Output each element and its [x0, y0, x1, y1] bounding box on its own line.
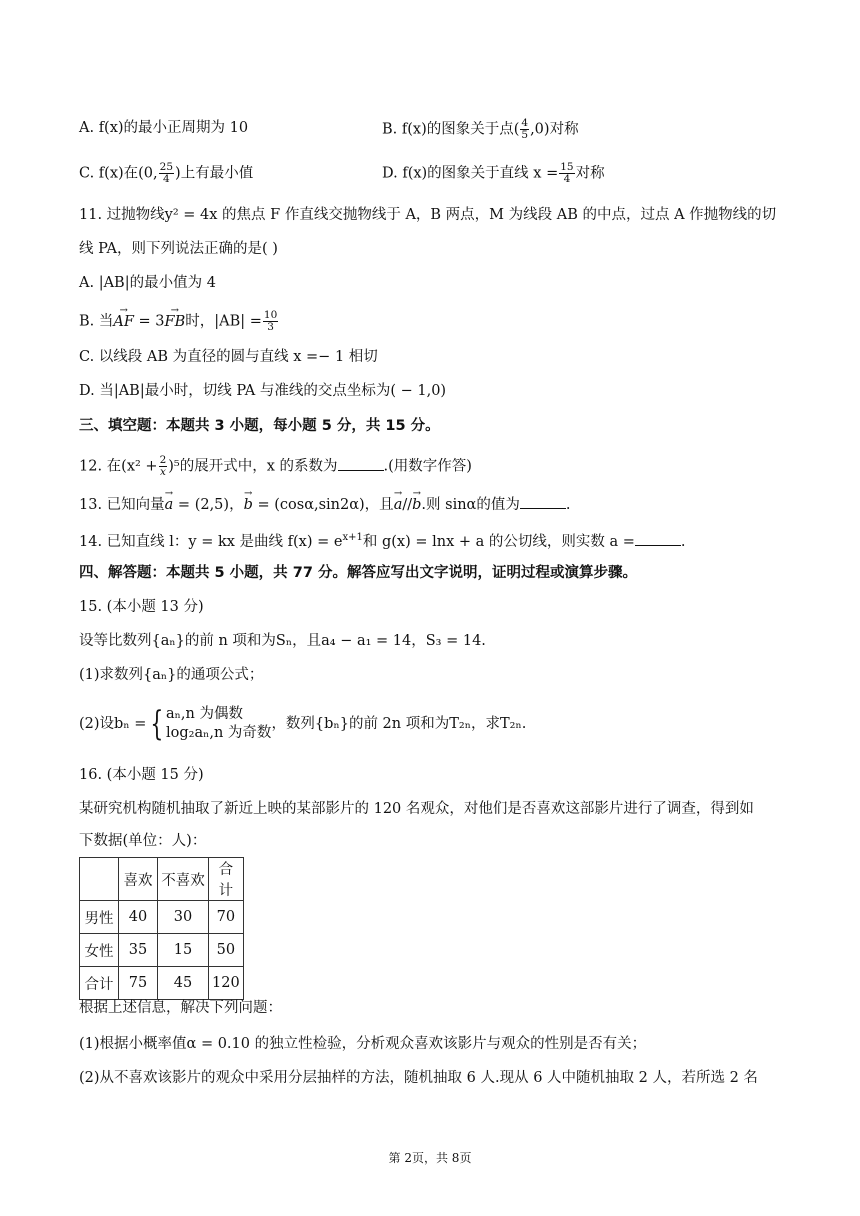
parallel-symbol: //	[402, 497, 413, 513]
q10-c-den: 4	[163, 173, 170, 185]
table-cell: 35	[119, 934, 158, 967]
q10-b-fraction	[520, 118, 529, 141]
answer-blank	[635, 533, 681, 546]
q11-b-suffix: 时，|AB| =	[185, 313, 262, 330]
table-cell: 男性	[80, 901, 119, 934]
piecewise-cases	[166, 705, 271, 743]
q10-c-num: 25	[159, 161, 174, 173]
left-brace-symbol: {	[150, 704, 164, 744]
q10-c-fraction	[159, 162, 174, 185]
q10-d-prefix: D. f(x)的图象关于直线 x =	[382, 165, 559, 182]
q16-title: 16. (本小题 15 分)	[79, 767, 204, 783]
q14-suffix: 和 g(x) = lnx + a 的公切线，则实数 a =	[362, 533, 635, 550]
q11-b-prefix: B. 当	[79, 313, 114, 330]
q12-den: x	[159, 466, 166, 478]
q12-fraction	[159, 455, 168, 478]
q11-option-d: D. 当|AB|最小时，切线 PA 与准线的交点坐标为( − 1,0)	[79, 383, 447, 399]
q10-d-den: 4	[563, 173, 571, 185]
q11-option-c: C. 以线段 AB 为直径的圆与直线 x =− 1 相切	[79, 349, 378, 365]
q12-suffix: )⁵的展开式中，x 的系数为	[168, 458, 338, 475]
table-cell: 合计	[80, 967, 119, 1000]
vector-a: → a	[394, 495, 403, 515]
q10-b-prefix: B. f(x)的图象关于点(	[382, 121, 520, 138]
q13-prefix: 13. 已知向量	[79, 497, 165, 513]
vector-a: → a	[165, 495, 174, 515]
q10-option-d	[382, 162, 605, 185]
answer-blank	[520, 496, 566, 509]
q11-b-mid: = 3	[133, 313, 165, 330]
q12-tail: .(用数字作答)	[383, 458, 472, 475]
table-cell: 45	[158, 967, 209, 1000]
q14-prefix: 14. 已知直线 l：y = kx 是曲线 f(x) = e	[79, 533, 343, 550]
q15-part2-suffix: ，数列{bₙ}的前 2n 项和为T₂ₙ，求T₂ₙ.	[271, 716, 527, 732]
q11-b-num: 10	[263, 309, 278, 321]
section-3-heading: 三、填空题：本题共 3 小题，每小题 5 分，共 15 分。	[79, 418, 440, 434]
q10-c-suffix: )上有最小值	[175, 165, 254, 182]
table-header-cell: 不喜欢	[158, 858, 209, 901]
table-cell: 15	[158, 934, 209, 967]
q15-part2	[79, 704, 526, 744]
q11-b-fraction	[263, 310, 278, 333]
vector-b: → b	[244, 495, 253, 515]
q10-option-a: A. f(x)的最小正周期为 10	[79, 120, 249, 136]
q13-mid2: = (cosα,sin2α)，且	[252, 497, 394, 513]
survey-table	[79, 857, 244, 1000]
q11-stem-line2: 线 PA，则下列说法正确的是( )	[79, 241, 278, 257]
q10-d-suffix: 对称	[575, 165, 605, 182]
table-header-cell: 喜欢	[119, 858, 158, 901]
q10-b-num: 4	[521, 117, 529, 129]
q14	[79, 528, 686, 552]
q11-stem-line1: 11. 过抛物线y² = 4x 的焦点 F 作直线交抛物线于 A，B 两点，M 为线段 AB 的中点，过点 A 作抛物线的切	[79, 207, 777, 223]
q13-mid1: = (2,5)，	[173, 497, 244, 513]
q10-c-prefix: C. f(x)在(0,	[79, 165, 158, 182]
table-header-cell	[80, 858, 119, 901]
q16-after-table: 根据上述信息，解决下列问题：	[79, 1000, 282, 1016]
q13-tail: .	[565, 497, 571, 513]
q15-title: 15. (本小题 13 分)	[79, 599, 204, 615]
table-cell: 120	[209, 967, 244, 1000]
table-header-row	[80, 858, 244, 901]
vector-af: → AF	[113, 312, 134, 332]
q15-stem: 设等比数列{aₙ}的前 n 项和为Sₙ，且a₄ − a₁ = 14，S₃ = 14.	[79, 633, 486, 649]
table-cell: 30	[158, 901, 209, 934]
q10-b-den: 5	[521, 129, 529, 141]
q12	[79, 455, 472, 478]
section-4-heading: 四、解答题：本题共 5 小题，共 77 分。解答应写出文字说明，证明过程或演算步骤。	[79, 565, 637, 581]
q13	[79, 495, 570, 515]
q14-tail: .	[680, 533, 686, 550]
q10-d-fraction	[559, 162, 574, 185]
case-even: aₙ,n 为偶数	[166, 706, 243, 722]
table-row	[80, 901, 244, 934]
q10-option-b	[382, 118, 579, 141]
page-footer: 第 2页，共 8页	[388, 1151, 472, 1165]
q11-b-den: 3	[267, 321, 274, 333]
q10-b-suffix: ,0)对称	[530, 121, 579, 138]
q12-num: 2	[159, 454, 167, 466]
q16-stem-line2: 下数据(单位：人)：	[79, 833, 207, 849]
q14-exponent: x+1	[342, 532, 363, 543]
q15-part1: (1)求数列{aₙ}的通项公式；	[79, 667, 264, 683]
vector-fb: → FB	[165, 312, 186, 332]
piecewise-brace	[146, 704, 271, 744]
table-cell: 40	[119, 901, 158, 934]
table-cell: 75	[119, 967, 158, 1000]
q10-d-num: 15	[560, 161, 574, 173]
q12-prefix: 12. 在(x² +	[79, 458, 158, 475]
q15-part2-prefix: (2)设bₙ =	[79, 716, 147, 732]
q16-part2: (2)从不喜欢该影片的观众中采用分层抽样的方法，随机抽取 6 人.现从 6 人中随机抽取 2 人，若所选 2 名	[79, 1070, 758, 1086]
answer-blank	[338, 458, 384, 471]
vector-b: → b	[412, 495, 421, 515]
table-row	[80, 934, 244, 967]
table-cell: 女性	[80, 934, 119, 967]
table-cell: 70	[209, 901, 244, 934]
table-row	[80, 967, 244, 1000]
q11-option-b	[79, 310, 279, 333]
table-cell: 50	[209, 934, 244, 967]
q11-option-a: A. |AB|的最小值为 4	[79, 275, 216, 291]
q16-stem-line1: 某研究机构随机抽取了新近上映的某部影片的 120 名观众，对他们是否喜欢这部影片进行了调查，得到如	[79, 801, 754, 817]
q16-part1: (1)根据小概率值α = 0.10 的独立性检验，分析观众喜欢该影片与观众的性别是否有关；	[79, 1036, 647, 1052]
case-odd: log₂aₙ,n 为奇数	[166, 725, 272, 741]
q10-option-c	[79, 162, 253, 185]
table-header-cell: 合计	[209, 858, 244, 901]
q13-mid3: .则 sinα的值为	[421, 497, 520, 513]
